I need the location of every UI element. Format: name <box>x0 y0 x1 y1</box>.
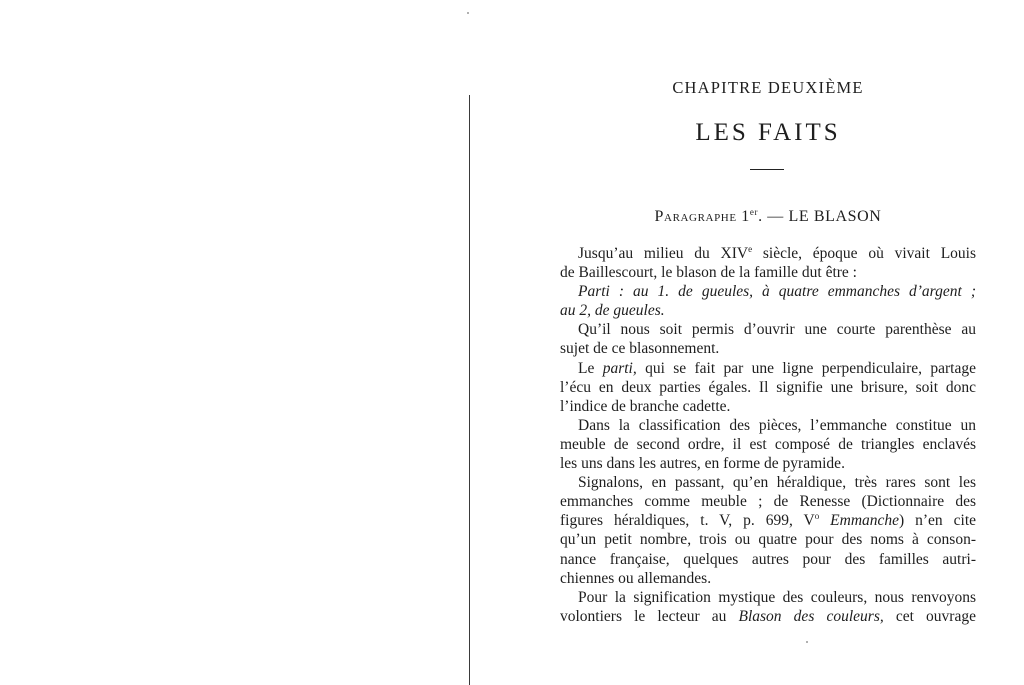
paragraph-7 <box>560 588 976 626</box>
text-line <box>560 607 976 626</box>
text-span: cet ouvrage <box>883 607 976 625</box>
text-span: figures héraldiques, t. V, p. 699, V <box>560 512 815 530</box>
superscript: e <box>748 244 753 254</box>
paragraph-number: 1 <box>741 208 750 225</box>
text-line <box>560 359 976 378</box>
paragraph-title: . — LE BLASON <box>758 208 882 225</box>
emphasis: parti, <box>602 359 637 377</box>
emphasis: Blason des couleurs, <box>738 607 884 625</box>
paragraph-6 <box>560 473 976 588</box>
text-line: nance française, quelques autres pour des familles autri- <box>560 550 976 568</box>
text-line: emmanches comme meuble ; de Renesse (Dictionnaire des <box>560 493 976 511</box>
text-line: meuble de second ordre, il est composé de triangles enclavés <box>560 435 976 453</box>
paragraph-prefix: Paragraphe <box>654 208 737 225</box>
text-line <box>560 511 976 530</box>
chapter-title: LES FAITS <box>695 119 841 146</box>
paragraph-heading <box>560 208 976 226</box>
text-line: l’écu en deux parties égales. Il signifie une brisure, soit donc <box>560 378 976 396</box>
right-page <box>560 0 976 685</box>
superscript: o <box>814 511 820 522</box>
text-line: les uns dans les autres, en forme de pyramide. <box>560 455 845 473</box>
paragraph-1 <box>560 244 976 282</box>
text-line <box>560 244 976 263</box>
text-line: sujet de ce blasonnement. <box>560 340 720 358</box>
text-span: volontiers le lecteur au <box>560 607 739 625</box>
text-line: Dans la classification des pièces, l’emmanche constitue un <box>578 416 976 434</box>
text-span: ) n’en cite <box>899 512 977 530</box>
text-line: de Baillescourt, le blason de la famille dut être : <box>560 264 857 282</box>
body-text <box>560 244 976 626</box>
text-line: Parti : au 1. de gueules, à quatre emmanches d’argent ; <box>578 283 976 301</box>
text-line: Qu’il nous soit permis d’ouvrir une courte parenthèse au <box>578 321 976 339</box>
emphasis: Emmanche <box>819 512 900 530</box>
paragraph-5 <box>560 416 976 473</box>
text-line: l’indice de branche cadette. <box>560 397 731 415</box>
paragraph-2 <box>560 282 976 320</box>
text-line: Signalons, en passant, qu’en héraldique, très rares sont les <box>578 474 976 492</box>
text-line: chiennes ou allemandes. <box>560 569 712 587</box>
book-gutter <box>469 95 470 685</box>
text-span: Le <box>578 359 603 377</box>
scan-speck <box>467 12 469 14</box>
text-span: qui se fait par une ligne perpendiculaire, partage <box>636 359 976 377</box>
title-divider <box>750 169 784 170</box>
text-line: Pour la signification mystique des couleurs, nous renvoyons <box>578 588 976 606</box>
paragraph-number-sup: er <box>749 207 759 217</box>
chapter-label: CHAPITRE DEUXIÈME <box>672 78 864 97</box>
text-line: au 2, de gueules. <box>560 302 665 320</box>
text-span: Jusqu’au milieu du XIV <box>578 245 749 262</box>
paragraph-4 <box>560 359 976 416</box>
paragraph-3 <box>560 320 976 358</box>
text-span: siècle, époque où vivait Louis <box>752 245 976 262</box>
text-line: qu’un petit nombre, trois ou quatre pour des noms à conson- <box>560 531 976 549</box>
